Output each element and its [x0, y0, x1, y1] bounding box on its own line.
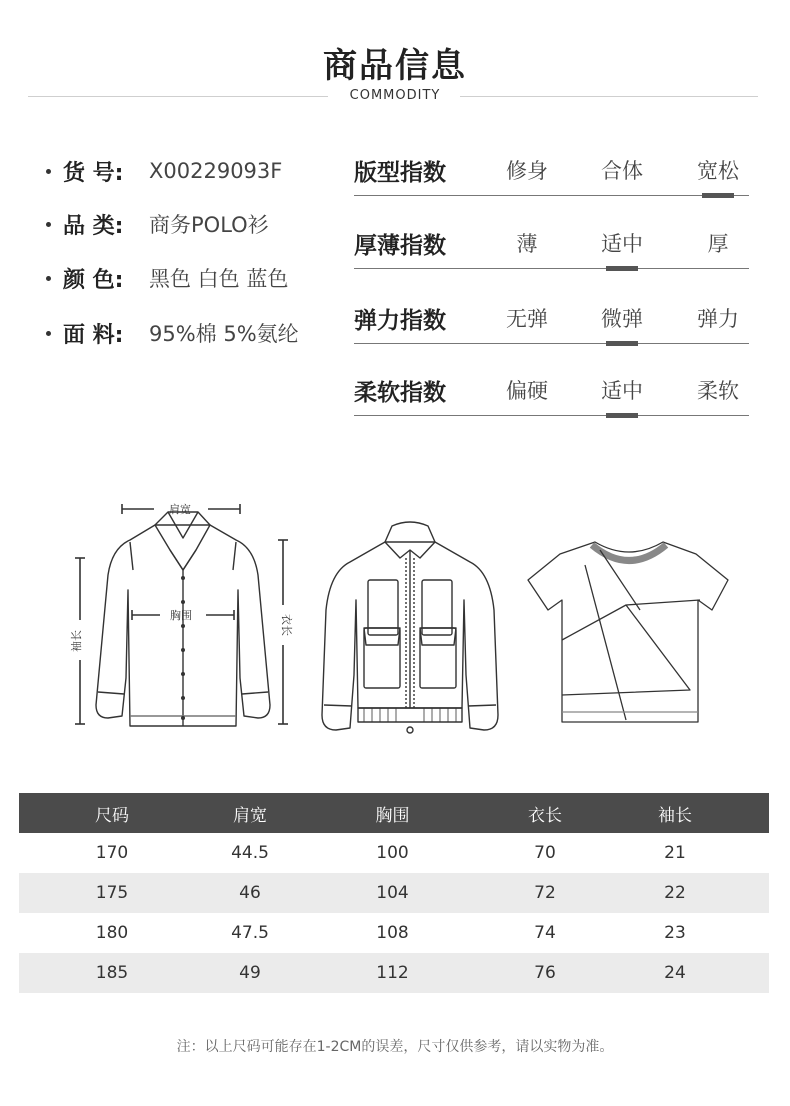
page-title: 商品信息 — [323, 46, 467, 86]
table-row — [19, 833, 769, 873]
table-row — [19, 913, 769, 953]
table-cell: 72 — [534, 883, 556, 903]
index-title: 厚薄指数 — [354, 233, 446, 259]
table-cell: 170 — [95, 843, 129, 863]
index-option: 偏硬 — [506, 379, 548, 403]
index-option: 适中 — [601, 379, 643, 403]
info-value: 商务POLO衫 — [149, 213, 269, 237]
bullet-icon — [46, 222, 51, 227]
info-value: X00229093F — [149, 159, 283, 183]
index-scale-line — [354, 415, 749, 416]
index-option: 修身 — [506, 159, 548, 183]
table-cell: 47.5 — [231, 923, 269, 943]
index-title: 柔软指数 — [354, 380, 446, 406]
table-row — [19, 953, 769, 993]
table-cell: 70 — [534, 843, 556, 863]
index-scale-line — [354, 268, 749, 269]
table-cell: 100 — [376, 843, 409, 863]
index-marker — [606, 341, 638, 346]
size-note: 注：以上尺码可能存在1-2CM的误差，尺寸仅供参考，请以实物为准。 — [176, 1039, 614, 1055]
index-option: 微弹 — [601, 307, 643, 331]
table-cell: 108 — [376, 923, 409, 943]
bullet-icon — [46, 331, 51, 336]
index-marker — [702, 193, 734, 198]
info-label: 面 料: — [63, 322, 124, 348]
table-header: 衣长 — [528, 805, 562, 826]
page-subtitle: COMMODITY — [349, 88, 441, 103]
info-label: 颜 色: — [63, 267, 124, 293]
table-header: 尺码 — [95, 805, 129, 826]
table-cell: 23 — [664, 923, 686, 943]
table-cell: 24 — [664, 963, 686, 983]
index-title: 弹力指数 — [354, 308, 446, 334]
info-item-color — [46, 263, 288, 293]
size-table — [19, 793, 769, 993]
table-cell: 76 — [534, 963, 556, 983]
info-item-category — [46, 209, 269, 239]
tshirt-illustration — [528, 542, 728, 722]
bullet-icon — [46, 169, 51, 174]
info-item-sku — [46, 156, 282, 186]
info-label: 品 类: — [63, 213, 124, 239]
jacket-illustration — [322, 522, 498, 733]
index-option: 薄 — [516, 232, 538, 256]
length-label: 衣长 — [280, 614, 293, 636]
bullet-icon — [46, 276, 51, 281]
info-label: 货 号: — [63, 160, 124, 186]
table-cell: 22 — [664, 883, 686, 903]
table-cell: 185 — [95, 963, 129, 983]
table-header: 肩宽 — [233, 805, 267, 826]
index-option: 宽松 — [697, 159, 739, 183]
index-marker — [606, 413, 638, 418]
table-cell: 104 — [376, 883, 409, 903]
table-header: 胸围 — [375, 805, 410, 826]
index-option: 适中 — [601, 232, 643, 256]
garment-diagram — [0, 480, 790, 760]
info-item-fabric — [46, 318, 299, 348]
table-cell: 112 — [376, 963, 409, 983]
index-title: 版型指数 — [354, 160, 446, 186]
table-cell: 175 — [95, 883, 129, 903]
info-value: 95%棉 5%氨纶 — [149, 322, 299, 346]
index-scale-line — [354, 343, 749, 344]
sleeve-label: 袖长 — [70, 630, 83, 652]
shoulder-label: 肩宽 — [169, 503, 191, 516]
table-row — [19, 873, 769, 913]
chest-label: 胸围 — [170, 609, 192, 622]
table-cell: 21 — [664, 843, 686, 863]
index-option: 无弹 — [506, 307, 548, 331]
index-option: 柔软 — [697, 379, 739, 403]
index-option: 弹力 — [697, 307, 739, 331]
table-cell: 46 — [239, 883, 261, 903]
info-value: 黑色 白色 蓝色 — [149, 267, 289, 291]
table-cell: 44.5 — [231, 843, 269, 863]
index-option: 合体 — [601, 159, 643, 183]
index-option: 厚 — [707, 232, 729, 256]
table-cell: 74 — [534, 923, 556, 943]
index-marker — [606, 266, 638, 271]
table-header-row — [19, 793, 769, 833]
table-cell: 180 — [95, 923, 129, 943]
table-cell: 49 — [239, 963, 261, 983]
table-header: 袖长 — [658, 805, 692, 826]
index-scale-line — [354, 195, 749, 196]
